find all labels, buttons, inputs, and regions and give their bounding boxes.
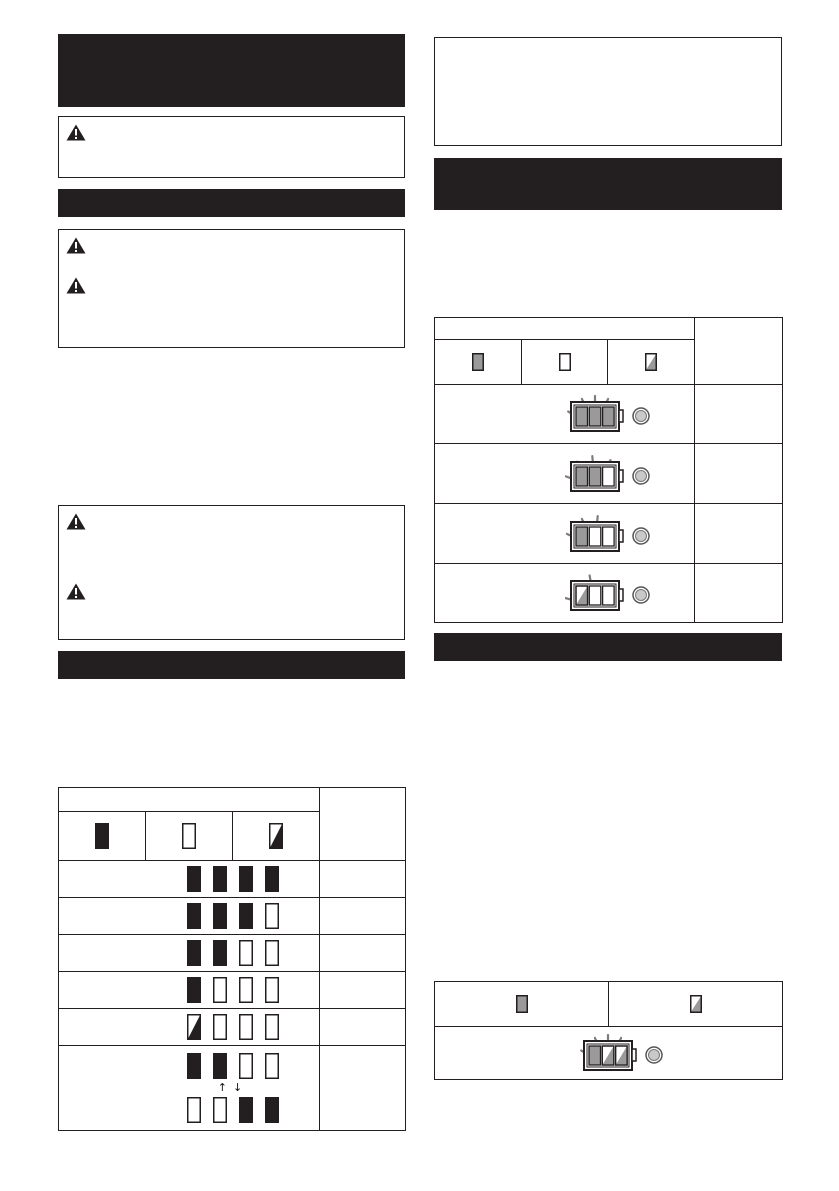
battery-indicator-icon [565, 389, 669, 439]
empty-segment-icon [265, 1014, 279, 1040]
capacity-cell [695, 385, 783, 444]
capacity-cell [320, 861, 406, 898]
capacity-row [59, 861, 406, 898]
indicator-lamps-cell [435, 564, 695, 623]
solid-segment-icon [187, 977, 201, 1003]
warning-triangle-icon [66, 237, 86, 254]
overload-indicator-table [434, 981, 783, 1080]
solid-segment-icon [265, 1097, 279, 1123]
indicator-lamps-header-cell [435, 318, 695, 340]
remaining-capacity-table [58, 787, 406, 1131]
solid-segment-icon [187, 903, 201, 929]
legend-blinking-cell [608, 340, 695, 385]
battery-indicator-icon [578, 1028, 682, 1078]
capacity-cell [695, 564, 783, 623]
capacity-row [59, 935, 406, 972]
solid-segment-icon [213, 1053, 227, 1079]
empty-segment-icon [265, 1053, 279, 1079]
legend-off-cell [146, 812, 233, 861]
battery-indicator-icon [565, 509, 669, 559]
empty-segment-icon [265, 903, 279, 929]
gray-segment-icon [472, 353, 484, 371]
segment-row [187, 1053, 279, 1079]
empty-segment-icon [239, 1014, 253, 1040]
solid-segment-icon [187, 1053, 201, 1079]
solid-segment-icon [187, 866, 201, 892]
empty-segment-icon [187, 1097, 201, 1123]
solid-segment-icon [213, 903, 227, 929]
empty-segment-icon [265, 977, 279, 1003]
capacity-row [435, 385, 783, 444]
empty-segment-icon [239, 977, 253, 1003]
indicator-lamps-cell [59, 935, 320, 972]
empty-segment-icon [213, 977, 227, 1003]
indicator-lamps-header-cell [59, 788, 320, 812]
segment-row [187, 940, 279, 966]
indicator-lamps-cell [435, 504, 695, 564]
warning-triangle-icon [66, 277, 86, 294]
battery-indicator-table [434, 317, 783, 623]
segment-row [187, 866, 279, 892]
indicator-lamps-cell [59, 898, 320, 935]
capacity-row [435, 444, 783, 504]
alternating-arrows: ↑↓ [217, 1081, 249, 1094]
legend-blinking-cell [609, 982, 783, 1027]
capacity-cell [695, 504, 783, 564]
half-segment-icon [269, 823, 283, 849]
capacity-row [59, 898, 406, 935]
battery-indicator-icon [565, 449, 669, 499]
capacity-row [59, 1009, 406, 1046]
capacity-row [59, 972, 406, 1009]
capacity-header-cell [695, 318, 783, 385]
half-segment-icon [690, 995, 702, 1013]
section-heading-bar-3 [58, 651, 405, 679]
solid-segment-icon [239, 903, 253, 929]
indicator-lamps-cell [59, 1009, 320, 1046]
warning-triangle-icon [66, 583, 86, 600]
half-segment-icon [645, 353, 657, 371]
solid-segment-icon [213, 866, 227, 892]
capacity-row [59, 1046, 406, 1131]
solid-segment-icon [187, 940, 201, 966]
warning-triangle-icon [66, 124, 86, 141]
capacity-header-cell [320, 788, 406, 861]
gray-segment-icon [516, 995, 528, 1013]
section-heading-bar-1 [58, 34, 405, 107]
indicator-lamps-cell [59, 1046, 320, 1131]
empty-segment-icon [213, 1097, 227, 1123]
capacity-cell [695, 444, 783, 504]
indicator-lamps-cell [435, 444, 695, 504]
section-heading-bar-5 [434, 633, 782, 661]
warning-box-2 [58, 229, 405, 348]
capacity-cell [320, 935, 406, 972]
overload-battery-cell [435, 1027, 783, 1080]
empty-segment-icon [182, 823, 196, 849]
legend-off-cell [522, 340, 608, 385]
solid-segment-icon [213, 940, 227, 966]
indicator-lamps-cell [59, 861, 320, 898]
half-segment-icon [187, 1014, 201, 1040]
note-box [434, 37, 782, 146]
indicator-lamps-cell [435, 385, 695, 444]
empty-segment-icon [239, 1053, 253, 1079]
section-heading-bar-2 [58, 189, 405, 217]
empty-segment-icon [239, 940, 253, 966]
empty-segment-icon [265, 940, 279, 966]
legend-lighted-cell [435, 982, 609, 1027]
warning-triangle-icon [66, 513, 86, 530]
segment-row [187, 1097, 279, 1123]
section-heading-bar-4 [434, 158, 782, 210]
capacity-cell [320, 1046, 406, 1131]
segment-row [187, 903, 279, 929]
empty-segment-icon [213, 1014, 227, 1040]
solid-segment-icon [265, 866, 279, 892]
capacity-row [435, 504, 783, 564]
capacity-cell [320, 972, 406, 1009]
warning-box-1 [58, 116, 405, 178]
warning-box-3 [58, 505, 405, 640]
battery-indicator-icon [565, 568, 669, 618]
solid-segment-icon [239, 1097, 253, 1123]
capacity-row [435, 564, 783, 623]
capacity-cell [320, 1009, 406, 1046]
capacity-cell [320, 898, 406, 935]
solid-segment-icon [95, 823, 109, 849]
legend-blinking-cell [233, 812, 320, 861]
legend-lighted-cell [435, 340, 522, 385]
segment-row [187, 1014, 279, 1040]
segment-row [187, 977, 279, 1003]
indicator-lamps-cell [59, 972, 320, 1009]
solid-segment-icon [239, 866, 253, 892]
legend-lighted-cell [59, 812, 146, 861]
empty-segment-icon [559, 353, 571, 371]
